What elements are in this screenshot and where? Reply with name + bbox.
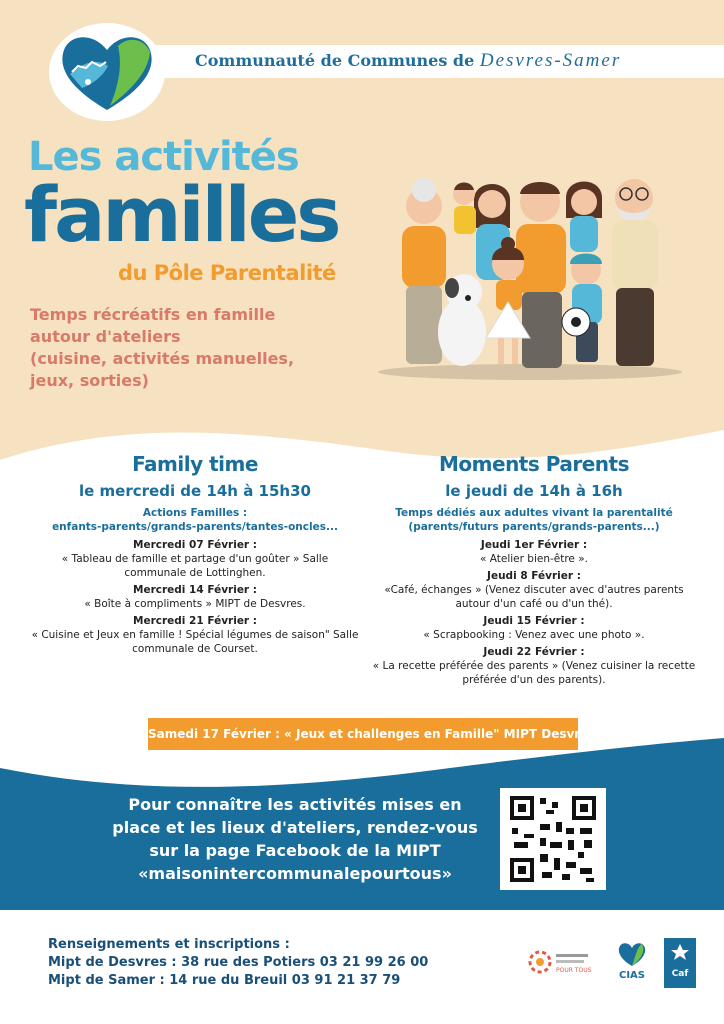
event-date: Mercredi 14 Février : bbox=[133, 584, 257, 596]
event-item bbox=[30, 538, 360, 580]
caf-logo bbox=[664, 938, 696, 988]
title-line2: familles bbox=[24, 170, 339, 259]
org-name-place: Desvres-Samer bbox=[479, 50, 622, 71]
moments-parents-section bbox=[372, 452, 696, 687]
moments-parents-schedule: le jeudi de 14h à 16h bbox=[445, 482, 623, 500]
event-description: «Café, échanges » (Venez discuter avec d'autres parents autour d'un café ou d'un thé). bbox=[384, 584, 684, 610]
event-description: « La recette préférée des parents » (Venez cuisiner la recette préférée d'un des parents). bbox=[372, 660, 696, 686]
intro-text: Temps récréatifs en famille autour d'ateliers (cuisine, activités manuelles, jeux, sorties) bbox=[30, 305, 295, 390]
family-illustration bbox=[372, 172, 688, 384]
event-date: Jeudi 15 Février : bbox=[483, 615, 585, 627]
family-time-section bbox=[30, 452, 360, 656]
event-date: Mercredi 07 Février : bbox=[133, 539, 257, 551]
event-date: Mercredi 21 Février : bbox=[133, 615, 257, 627]
contact-block bbox=[48, 936, 428, 990]
moments-parents-title: Moments Parents bbox=[439, 452, 629, 476]
heart-logo bbox=[48, 22, 166, 122]
event-date: Jeudi 1er Février : bbox=[480, 539, 588, 551]
event-item bbox=[372, 569, 696, 611]
moments-parents-subtitle: Temps dédiés aux adultes vivant la parentalité (parents/futurs parents/grands-parents...) bbox=[395, 507, 673, 533]
family-time-subtitle: Actions Familles : enfants-parents/grands-parents/tantes-oncles... bbox=[52, 507, 338, 533]
caf-label: Caf bbox=[671, 969, 689, 979]
event-description: « Cuisine et Jeux en famille ! Spécial légumes de saison" Salle communale de Courset. bbox=[31, 629, 359, 655]
title-line3: du Pôle Parentalité bbox=[118, 261, 336, 285]
family-time-title: Family time bbox=[132, 452, 258, 476]
event-item bbox=[30, 614, 360, 656]
event-item bbox=[372, 614, 696, 642]
event-item bbox=[372, 538, 696, 566]
contact-line: Mipt de Samer : 14 rue du Breuil 03 91 21 37 79 bbox=[48, 973, 401, 988]
event-item bbox=[30, 583, 360, 611]
event-description: « Tableau de famille et partage d'un goûter » Salle communale de Lottinghen. bbox=[61, 553, 329, 579]
event-description: « Boîte à compliments » MIPT de Desvres. bbox=[84, 598, 306, 610]
event-description: « Scrapbooking : Venez avec une photo ». bbox=[423, 629, 645, 641]
cias-logo bbox=[610, 940, 654, 986]
highlight-banner: Samedi 17 Février : « Jeux et challenges en Famille" MIPT Desvres. bbox=[148, 718, 578, 750]
org-name bbox=[195, 50, 621, 72]
org-name-prefix: Communauté de Communes de bbox=[195, 51, 475, 70]
contact-heading: Renseignements et inscriptions : bbox=[48, 937, 290, 952]
event-item bbox=[372, 645, 696, 687]
event-description: « Atelier bien-être ». bbox=[480, 553, 588, 565]
title-line1: Les activités bbox=[28, 134, 299, 180]
contact-line: Mipt de Desvres : 38 rue des Potiers 03 21 99 26 00 bbox=[48, 955, 429, 970]
event-date: Jeudi 8 Février : bbox=[487, 570, 581, 582]
cias-label: CIAS bbox=[618, 970, 646, 981]
family-time-schedule: le mercredi de 14h à 15h30 bbox=[79, 482, 311, 500]
event-date: Jeudi 22 Février : bbox=[483, 646, 585, 658]
mipt-logo bbox=[526, 940, 594, 986]
mipt-tagline: POUR TOUS bbox=[556, 967, 592, 974]
qr-code-icon[interactable] bbox=[500, 788, 606, 890]
facebook-text: Pour connaître les activités mises en place et les lieux d'ateliers, rendez-vous sur la page Facebook de la MIPT «maisonintercommunalepourtous» bbox=[112, 795, 478, 883]
